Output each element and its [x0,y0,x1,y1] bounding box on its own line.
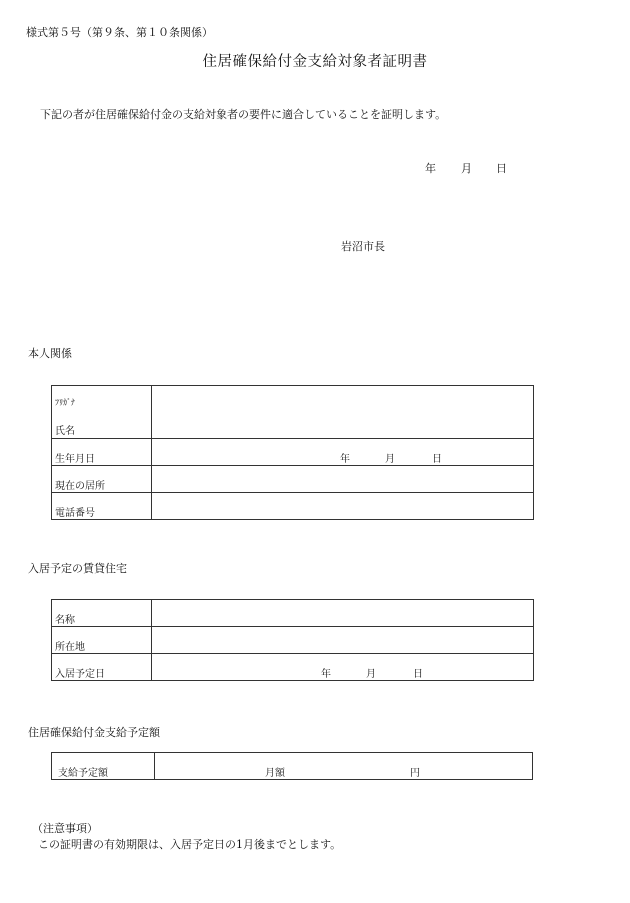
issuer-name: 岩沼市長 [341,240,385,253]
address-label: 現在の居所 [52,466,152,493]
housing-section-heading: 入居予定の賃貸住宅 [28,562,127,575]
payment-amount-label: 支給予定額 [52,753,155,780]
issue-day-label: 日 [496,162,507,175]
name-label: 氏名 [55,426,75,437]
issue-year-label: 年 [425,162,436,175]
notes-heading: （注意事項） [32,822,98,835]
issue-date [425,160,507,176]
address-field[interactable] [152,466,534,493]
payment-section-heading: 住居確保給付金支給予定額 [28,726,160,739]
form-number: 様式第５号（第９条、第１０条関係） [26,26,213,39]
move-month-label: 月 [366,669,376,680]
birthdate-field[interactable] [152,439,534,466]
birth-year-label: 年 [340,454,350,465]
housing-location-field[interactable] [152,627,534,654]
move-day-label: 日 [413,669,423,680]
address-row [52,466,534,493]
housing-table [51,599,534,681]
issue-month-label: 月 [461,162,472,175]
phone-field[interactable] [152,493,534,520]
payment-amount-field[interactable] [155,753,533,780]
birthdate-row [52,439,534,466]
name-row [52,386,534,439]
certification-statement: 下記の者が住居確保給付金の支給対象者の要件に適合していることを証明します。 [40,108,447,121]
phone-label: 電話番号 [52,493,152,520]
birth-day-label: 日 [432,454,442,465]
name-label-cell [52,386,152,439]
move-in-row [52,654,534,681]
housing-location-row [52,627,534,654]
move-in-label: 入居予定日 [52,654,152,681]
housing-name-field[interactable] [152,600,534,627]
birth-month-label: 月 [385,454,395,465]
name-field[interactable] [152,386,534,439]
page-title: 住居確保給付金支給対象者証明書 [202,54,428,70]
move-in-field[interactable] [152,654,534,681]
birthdate-label: 生年月日 [52,439,152,466]
payment-table [51,752,533,780]
monthly-label: 月額 [265,768,285,779]
housing-name-label: 名称 [52,600,152,627]
housing-name-row [52,600,534,627]
phone-row [52,493,534,520]
applicant-table [51,385,534,520]
housing-location-label: 所在地 [52,627,152,654]
yen-label: 円 [410,768,420,779]
notes-body: この証明書の有効期限は、入居予定日の1月後までとします。 [38,838,342,851]
furigana-label: ﾌﾘｶﾞﾅ [55,398,75,407]
payment-row [52,753,533,780]
move-year-label: 年 [321,669,331,680]
applicant-section-heading: 本人関係 [28,347,72,360]
